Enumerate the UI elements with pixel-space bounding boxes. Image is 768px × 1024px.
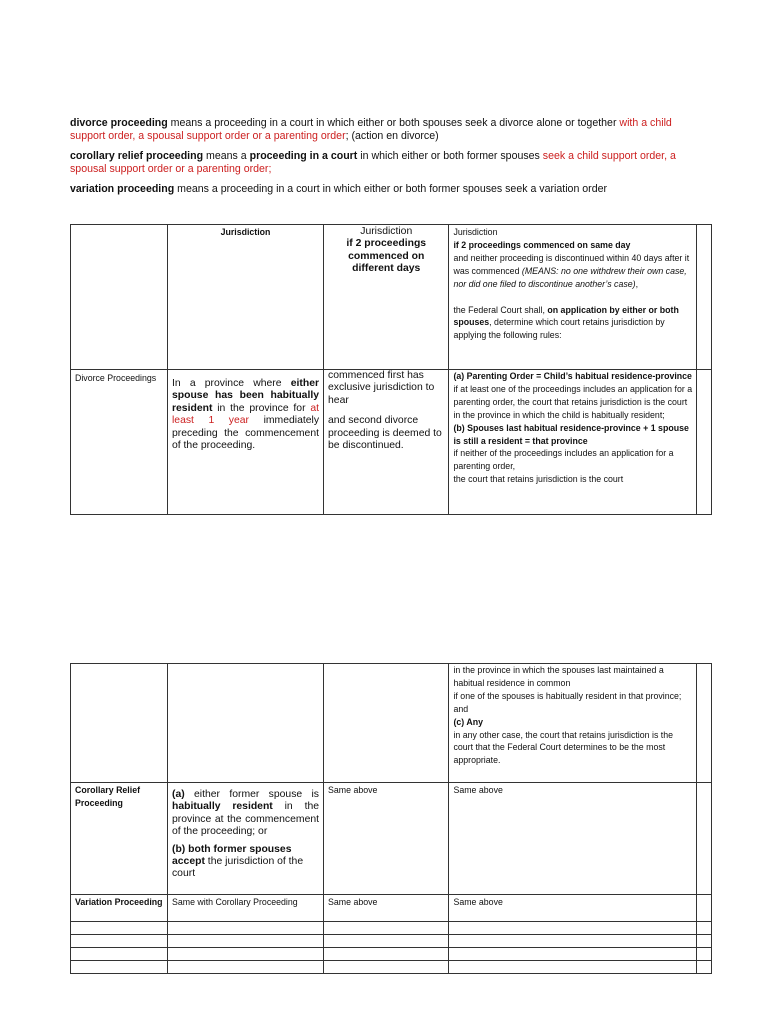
- text: , determine which court retains jurisdiction by applying the following rules:: [453, 317, 665, 341]
- corollary-jurisdiction-cell: [167, 783, 323, 895]
- bold-text: habitually resident: [171, 801, 273, 813]
- rule-a-title: (a) Parenting Order = Child’s habitual residence-province: [453, 371, 692, 381]
- definition-variation: [70, 183, 700, 196]
- text: ,: [635, 278, 639, 289]
- text: in the province at the commencement of the proceeding; or: [171, 801, 320, 838]
- corollary-different-days-cell: [324, 783, 449, 895]
- variation-jurisdiction-cell: [167, 895, 323, 922]
- paragraph: commenced first has exclusive jurisdiction to hear: [328, 370, 435, 406]
- definition-text: means a: [203, 150, 250, 162]
- header-paragraph-1: [453, 252, 692, 291]
- row-label-variation: [71, 895, 168, 922]
- header-title: Jurisdiction: [453, 227, 498, 237]
- paragraph: in the province in which the spouses last maintained a habitual residence in common: [453, 665, 664, 688]
- empty-narrow-cell: [697, 895, 712, 922]
- empty-narrow-cell: [697, 370, 712, 515]
- variation-row: [71, 895, 712, 922]
- bold-text: (b) both former spouses accept: [171, 843, 292, 868]
- rule-c-title: (c) Any: [453, 716, 483, 727]
- text: Same above: [328, 897, 378, 907]
- divorce-same-day-cell: [449, 370, 697, 515]
- empty-row: [71, 935, 712, 948]
- row-label: Variation Proceeding: [75, 897, 163, 907]
- definition-red-text: seek a child support order, a spousal support order or a parenting order;: [70, 150, 676, 175]
- variation-different-days-cell: [324, 895, 449, 922]
- header-different-days: [324, 225, 449, 370]
- bold-text: on application by either or both spouses: [453, 304, 679, 328]
- header-same-day: [449, 225, 697, 370]
- divorce-proceedings-row: [71, 370, 712, 515]
- empty-row: [71, 948, 712, 961]
- corollary-relief-row: [71, 783, 712, 895]
- empty-cell: [71, 664, 168, 783]
- header-jurisdiction: [167, 225, 323, 370]
- header-subtitle: if 2 proceedings commenced on different days: [346, 238, 427, 275]
- corollary-same-day-cell: [449, 783, 697, 895]
- row-label-corollary: [71, 783, 168, 895]
- text: immediately preceding the commencement of the proceeding.: [171, 415, 320, 452]
- italic-text: (MEANS: no one withdrew their own case, nor did one filed to discontinue another’s case): [453, 265, 687, 289]
- definition-text: means a proceeding in a court in which either or both spouses seek a divorce alone or together: [167, 117, 620, 129]
- rule-a-text: if at least one of the proceedings includes an application for a parenting order, the court that retains jurisdiction is the court in the province in which the child is habitually resident;: [453, 383, 693, 420]
- header-text: Jurisdiction: [220, 227, 271, 237]
- empty-cell: [324, 664, 449, 783]
- rule-c-text: in any other case, the court that retains jurisdiction is the court that the Federal Court determines to be the most appropriate.: [453, 729, 674, 766]
- paragraph: if one of the spouses is habitually resident in that province; and: [453, 690, 682, 714]
- definition-tail: ; (action en divorce): [345, 129, 439, 142]
- empty-row: [71, 922, 712, 935]
- text: and neither proceeding is discontinued within 40 days after it was commenced: [453, 252, 690, 276]
- rule-b-text: if neither of the proceedings includes an application for a parenting order,: [453, 448, 674, 472]
- term-divorce-proceeding: divorce proceeding: [70, 117, 168, 129]
- empty-narrow-cell: [697, 664, 712, 783]
- rule-b-title: (b) Spouses last habitual residence-province + 1 spouse is still a resident = that province: [453, 422, 689, 446]
- text: either former spouse is: [184, 789, 320, 800]
- variation-same-day-cell: [449, 895, 697, 922]
- continuation-row: [71, 664, 712, 783]
- term-corollary-relief: corollary relief proceeding: [70, 150, 204, 162]
- header-title: Jurisdiction: [360, 226, 413, 237]
- empty-cell: [167, 664, 323, 783]
- bold-text: either spouse has been habitually resident: [171, 378, 320, 414]
- header-subtitle: if 2 proceedings commenced on same day: [453, 239, 631, 250]
- jurisdiction-table-2: [70, 663, 712, 974]
- text: Same above: [453, 897, 503, 907]
- text: In a province where: [171, 378, 291, 389]
- red-text: at least 1 year: [171, 402, 320, 427]
- divorce-jurisdiction-cell: [167, 370, 323, 515]
- continuation-cell: [449, 664, 697, 783]
- row-label: Corollary Relief Proceeding: [75, 785, 141, 808]
- row-label: Divorce Proceedings: [75, 373, 157, 383]
- text: the jurisdiction of the court: [171, 856, 304, 880]
- jurisdiction-table-1: [70, 224, 712, 515]
- definition-corollary-relief: [70, 150, 700, 176]
- definition-bold-text: proceeding in a court: [249, 150, 358, 162]
- text: the Federal Court shall,: [453, 304, 548, 315]
- text: Same with Corollary Proceeding: [171, 897, 298, 907]
- definition-text: means a proceeding in a court in which either or both former spouses seek a variation order: [174, 183, 608, 195]
- term-variation: variation proceeding: [70, 183, 175, 195]
- empty-narrow-cell: [697, 783, 712, 895]
- definition-text: in which either or both former spouses: [357, 150, 543, 162]
- paragraph: and second divorce proceeding is deemed to be discontinued.: [328, 415, 442, 452]
- table-header-row: [71, 225, 712, 370]
- empty-narrow-cell: [697, 225, 712, 370]
- condition-a: [172, 789, 319, 839]
- text: Same above: [328, 785, 378, 795]
- condition-b: [172, 844, 319, 881]
- header-empty-cell: [71, 225, 168, 370]
- bold-text: (a): [171, 789, 185, 800]
- empty-row: [71, 961, 712, 974]
- row-label-divorce: [71, 370, 168, 515]
- header-paragraph-2: [453, 304, 692, 343]
- text: Same above: [453, 785, 503, 795]
- definition-divorce-proceeding: [70, 117, 700, 143]
- text: in the province for: [212, 402, 311, 414]
- divorce-different-days-cell: [324, 370, 449, 515]
- rule-b-text: the court that retains jurisdiction is the court: [453, 474, 624, 485]
- definition-red-text: with a child support order, a spousal support order or a parenting order: [70, 117, 672, 142]
